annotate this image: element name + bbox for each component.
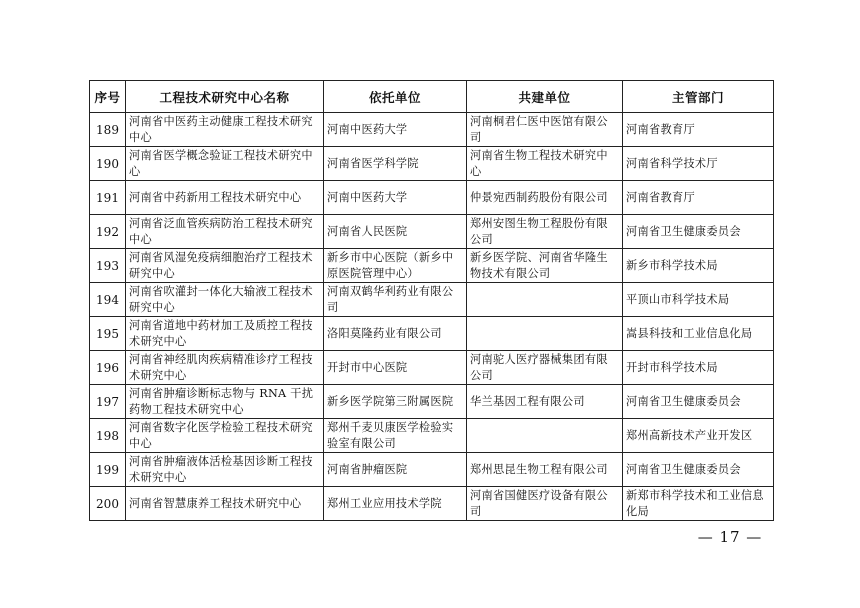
table-row — [90, 113, 774, 147]
cell-serial: 191 — [90, 181, 126, 215]
header-host-unit: 依托单位 — [324, 81, 467, 113]
cell-center-name: 河南省医学概念验证工程技术研究中心 — [126, 147, 324, 181]
cell-supervisor: 嵩县科技和工业信息化局 — [623, 317, 774, 351]
cell-center-name: 河南省肿瘤诊断标志物与 RNA 干扰药物工程技术研究中心 — [126, 385, 324, 419]
cell-host-unit: 郑州工业应用技术学院 — [324, 487, 467, 521]
cell-co-builder: 河南省生物工程技术研究中心 — [467, 147, 623, 181]
cell-co-builder — [467, 283, 623, 317]
table-row — [90, 351, 774, 385]
cell-serial: 198 — [90, 419, 126, 453]
page-number: — 17 — — [697, 528, 763, 546]
cell-center-name: 河南省道地中药材加工及质控工程技术研究中心 — [126, 317, 324, 351]
cell-center-name: 河南省智慧康养工程技术研究中心 — [126, 487, 324, 521]
cell-co-builder: 郑州思昆生物工程有限公司 — [467, 453, 623, 487]
cell-serial: 193 — [90, 249, 126, 283]
cell-host-unit: 河南中医药大学 — [324, 113, 467, 147]
cell-serial: 190 — [90, 147, 126, 181]
cell-co-builder — [467, 317, 623, 351]
cell-center-name: 河南省中药新用工程技术研究中心 — [126, 181, 324, 215]
cell-co-builder: 河南省国健医疗设备有限公司 — [467, 487, 623, 521]
cell-supervisor: 河南省卫生健康委员会 — [623, 453, 774, 487]
cell-serial: 194 — [90, 283, 126, 317]
cell-co-builder — [467, 419, 623, 453]
table-body — [90, 113, 774, 521]
cell-co-builder: 华兰基因工程有限公司 — [467, 385, 623, 419]
cell-co-builder: 仲景宛西制药股份有限公司 — [467, 181, 623, 215]
cell-host-unit: 河南省肿瘤医院 — [324, 453, 467, 487]
cell-center-name: 河南省肿瘤液体活检基因诊断工程技术研究中心 — [126, 453, 324, 487]
cell-supervisor: 平顶山市科学技术局 — [623, 283, 774, 317]
cell-serial: 195 — [90, 317, 126, 351]
header-center-name: 工程技术研究中心名称 — [126, 81, 324, 113]
table-row — [90, 317, 774, 351]
cell-supervisor: 河南省教育厅 — [623, 113, 774, 147]
cell-supervisor: 开封市科学技术局 — [623, 351, 774, 385]
cell-supervisor: 郑州高新技术产业开发区 — [623, 419, 774, 453]
header-co-builder: 共建单位 — [467, 81, 623, 113]
cell-host-unit: 开封市中心医院 — [324, 351, 467, 385]
header-row — [90, 81, 774, 113]
cell-center-name: 河南省神经肌肉疾病精准诊疗工程技术研究中心 — [126, 351, 324, 385]
cell-supervisor: 河南省卫生健康委员会 — [623, 385, 774, 419]
cell-host-unit: 河南中医药大学 — [324, 181, 467, 215]
cell-serial: 199 — [90, 453, 126, 487]
cell-serial: 192 — [90, 215, 126, 249]
cell-host-unit: 河南省人民医院 — [324, 215, 467, 249]
cell-host-unit: 河南省医学科学院 — [324, 147, 467, 181]
table-row — [90, 385, 774, 419]
table-row — [90, 249, 774, 283]
cell-supervisor: 河南省卫生健康委员会 — [623, 215, 774, 249]
table-row — [90, 215, 774, 249]
cell-supervisor: 河南省教育厅 — [623, 181, 774, 215]
table-row — [90, 487, 774, 521]
cell-host-unit: 新乡医学院第三附属医院 — [324, 385, 467, 419]
data-table-container — [89, 80, 773, 521]
table-row — [90, 419, 774, 453]
cell-center-name: 河南省吹灌封一体化大输液工程技术研究中心 — [126, 283, 324, 317]
cell-supervisor: 新郑市科学技术和工业信息化局 — [623, 487, 774, 521]
cell-host-unit: 洛阳莫隆药业有限公司 — [324, 317, 467, 351]
header-serial: 序号 — [90, 81, 126, 113]
cell-center-name: 河南省数字化医学检验工程技术研究中心 — [126, 419, 324, 453]
cell-serial: 196 — [90, 351, 126, 385]
table-row — [90, 181, 774, 215]
cell-co-builder: 郑州安图生物工程股份有限公司 — [467, 215, 623, 249]
header-supervisor: 主管部门 — [623, 81, 774, 113]
cell-serial: 200 — [90, 487, 126, 521]
cell-serial: 197 — [90, 385, 126, 419]
cell-supervisor: 河南省科学技术厅 — [623, 147, 774, 181]
cell-host-unit: 河南双鹤华利药业有限公司 — [324, 283, 467, 317]
cell-host-unit: 新乡市中心医院（新乡中原医院管理中心） — [324, 249, 467, 283]
table-row — [90, 147, 774, 181]
cell-supervisor: 新乡市科学技术局 — [623, 249, 774, 283]
cell-center-name: 河南省风湿免疫病细胞治疗工程技术研究中心 — [126, 249, 324, 283]
table-row — [90, 283, 774, 317]
engineering-center-table — [89, 80, 774, 521]
cell-co-builder: 河南驼人医疗器械集团有限公司 — [467, 351, 623, 385]
cell-center-name: 河南省中医药主动健康工程技术研究中心 — [126, 113, 324, 147]
cell-host-unit: 郑州千麦贝康医学检验实验室有限公司 — [324, 419, 467, 453]
cell-co-builder: 河南桐君仁医中医馆有限公司 — [467, 113, 623, 147]
cell-center-name: 河南省泛血管疾病防治工程技术研究中心 — [126, 215, 324, 249]
table-row — [90, 453, 774, 487]
table-header — [90, 81, 774, 113]
cell-serial: 189 — [90, 113, 126, 147]
cell-co-builder: 新乡医学院、河南省华隆生物技术有限公司 — [467, 249, 623, 283]
